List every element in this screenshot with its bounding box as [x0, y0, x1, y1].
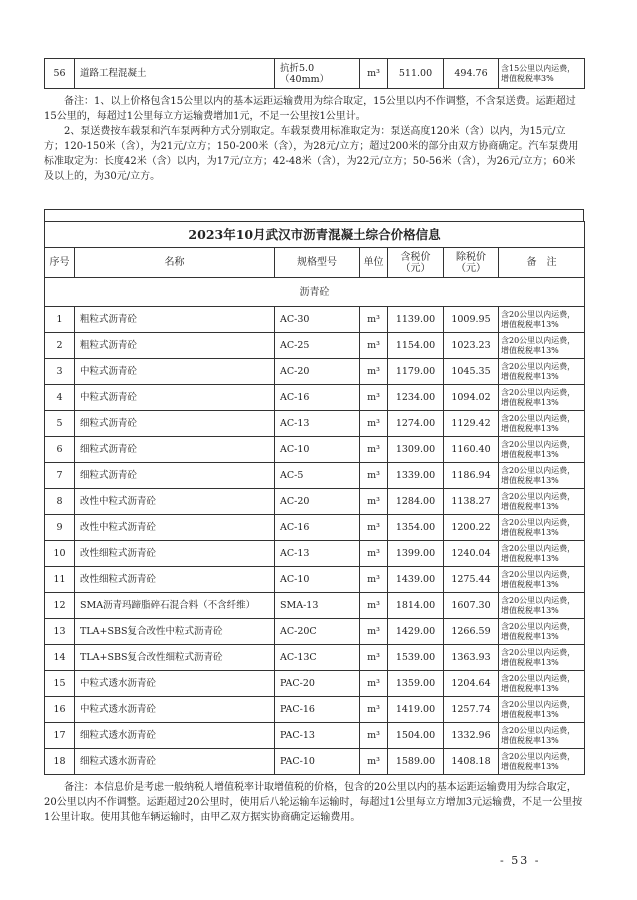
ex-tax-price: 1129.42: [444, 411, 499, 437]
tax-price: 1354.00: [388, 515, 444, 541]
ex-tax-price: 1094.02: [444, 385, 499, 411]
tax-price: 1339.00: [388, 463, 444, 489]
remark: 含20公里以内运费，增值税税率13%: [499, 671, 585, 697]
ex-tax-price: 494.76: [444, 59, 499, 89]
table-row: [45, 359, 585, 385]
ex-tax-price: 1408.18: [444, 749, 499, 775]
tax-price: 1284.00: [388, 489, 444, 515]
material-name: TLA+SBS复合改性细粒式沥青砼: [75, 645, 275, 671]
table-row: [45, 697, 585, 723]
spec: AC-16: [275, 515, 360, 541]
ex-tax-price: 1332.96: [444, 723, 499, 749]
spec: PAC-20: [275, 671, 360, 697]
ex-tax-price: 1138.27: [444, 489, 499, 515]
material-name: 中粒式透水沥青砼: [75, 697, 275, 723]
tax-price: 1439.00: [388, 567, 444, 593]
asphalt-price-table: [44, 221, 585, 775]
tax-price: 1234.00: [388, 385, 444, 411]
note-paragraph-2: 2、泵送费按车载泵和汽车泵两种方式分别取定。车载泵费用标准取定为：泵送高度120米（含）以内，为15元/立方；120-150米（含），为21元/立方；150-200米（含），为28元/立方；超过200米的部分由双方协商确定。汽车泵费用标准取定为：长度42米（含）以内，为17元/立方；42-48米（含），为22元/立方；50-56米（含），为26元/立方；60米及以上的，为30元/立方。: [44, 126, 579, 182]
material-name: TLA+SBS复合改性中粒式沥青砼: [75, 619, 275, 645]
previous-price-table: [44, 58, 585, 89]
spec: AC-16: [275, 385, 360, 411]
ex-tax-price: 1186.94: [444, 463, 499, 489]
ex-tax-price: 1266.59: [444, 619, 499, 645]
unit: m³: [360, 307, 388, 333]
material-name: 细粒式沥青砼: [75, 463, 275, 489]
table-row: [45, 645, 585, 671]
unit: m³: [360, 489, 388, 515]
ex-tax-price: 1009.95: [444, 307, 499, 333]
tax-price: 1429.00: [388, 619, 444, 645]
material-name: 改性中粒式沥青砼: [75, 489, 275, 515]
material-name: 中粒式沥青砼: [75, 385, 275, 411]
material-name: 中粒式透水沥青砼: [75, 671, 275, 697]
table-row: [45, 567, 585, 593]
material-name: 细粒式沥青砼: [75, 411, 275, 437]
unit: m³: [360, 567, 388, 593]
remark: 含20公里以内运费，增值税税率13%: [499, 723, 585, 749]
unit: m³: [360, 411, 388, 437]
row-number: 3: [45, 359, 75, 385]
ex-tax-price: 1160.40: [444, 437, 499, 463]
remark: 含20公里以内运费，增值税税率13%: [499, 697, 585, 723]
ex-tax-price: 1607.30: [444, 593, 499, 619]
material-name: 细粒式沥青砼: [75, 437, 275, 463]
unit: m³: [360, 645, 388, 671]
row-number: 8: [45, 489, 75, 515]
ex-tax-price: 1023.23: [444, 333, 499, 359]
header-tax-price: 含税价（元）: [388, 248, 444, 278]
tax-price: 1154.00: [388, 333, 444, 359]
ex-tax-price: 1204.64: [444, 671, 499, 697]
header-remark: 备 注: [499, 248, 585, 278]
material-name: 粗粒式沥青砼: [75, 333, 275, 359]
remark: 含15公里以内运费，增值税税率3%: [499, 59, 585, 89]
row-number: 56: [45, 59, 75, 89]
row-number: 4: [45, 385, 75, 411]
tax-price: 1504.00: [388, 723, 444, 749]
remark: 含20公里以内运费，增值税税率13%: [499, 333, 585, 359]
material-name: 细粒式透水沥青砼: [75, 723, 275, 749]
unit: m³: [360, 515, 388, 541]
table-row: [45, 541, 585, 567]
spec: PAC-16: [275, 697, 360, 723]
tax-price: 1399.00: [388, 541, 444, 567]
material-name: 粗粒式沥青砼: [75, 307, 275, 333]
unit: m³: [360, 671, 388, 697]
tax-price: 1179.00: [388, 359, 444, 385]
row-number: 9: [45, 515, 75, 541]
material-name: 改性细粒式沥青砼: [75, 541, 275, 567]
remark: 含20公里以内运费，增值税税率13%: [499, 541, 585, 567]
material-name: 中粒式沥青砼: [75, 359, 275, 385]
unit: m³: [360, 59, 388, 89]
spec: AC-25: [275, 333, 360, 359]
table-row: [45, 385, 585, 411]
spec: AC-13: [275, 411, 360, 437]
spec: 抗折5.0（40mm）: [275, 59, 360, 89]
remark: 含20公里以内运费，增值税税率13%: [499, 463, 585, 489]
table-row: [45, 489, 585, 515]
row-number: 7: [45, 463, 75, 489]
unit: m³: [360, 437, 388, 463]
row-number: 6: [45, 437, 75, 463]
ex-tax-price: 1363.93: [444, 645, 499, 671]
remark: 含20公里以内运费，增值税税率13%: [499, 619, 585, 645]
spec: AC-20: [275, 489, 360, 515]
row-number: 12: [45, 593, 75, 619]
table-title: 2023年10月武汉市沥青混凝土综合价格信息: [45, 222, 585, 248]
header-spec: 规格型号: [275, 248, 360, 278]
tax-price: 1419.00: [388, 697, 444, 723]
table-row: [45, 593, 585, 619]
spec: SMA-13: [275, 593, 360, 619]
tax-price: 1814.00: [388, 593, 444, 619]
row-number: 14: [45, 645, 75, 671]
material-name: SMA沥青玛蹄脂碎石混合料（不含纤维）: [75, 593, 275, 619]
table-row: [45, 515, 585, 541]
remark: 含20公里以内运费，增值税税率13%: [499, 489, 585, 515]
remark: 含20公里以内运费，增值税税率13%: [499, 593, 585, 619]
header-unit: 单位: [360, 248, 388, 278]
ex-tax-price: 1257.74: [444, 697, 499, 723]
row-number: 2: [45, 333, 75, 359]
remark: 含20公里以内运费，增值税税率13%: [499, 645, 585, 671]
unit: m³: [360, 723, 388, 749]
table-row: [45, 307, 585, 333]
spec: PAC-10: [275, 749, 360, 775]
note-paragraph-1: 备注：1、以上价格包含15公里以内的基本运距运输费用为综合取定，15公里以内不作调整，不含泵送费。运距超过15公里的，每超过1公里每立方运输费增加1元，不足一公里按1公里计。: [44, 96, 576, 122]
table-row: [45, 59, 585, 89]
unit: m³: [360, 359, 388, 385]
ex-tax-price: 1200.22: [444, 515, 499, 541]
table-row: [45, 749, 585, 775]
row-number: 16: [45, 697, 75, 723]
unit: m³: [360, 463, 388, 489]
header-ex-tax-price: 除税价（元）: [444, 248, 499, 278]
table-row: [45, 437, 585, 463]
spec: AC-13C: [275, 645, 360, 671]
tax-price: 1589.00: [388, 749, 444, 775]
unit: m³: [360, 619, 388, 645]
material-name: 道路工程混凝土: [75, 59, 275, 89]
tax-price: 1139.00: [388, 307, 444, 333]
spec: AC-30: [275, 307, 360, 333]
material-name: 改性细粒式沥青砼: [75, 567, 275, 593]
tax-price: 1539.00: [388, 645, 444, 671]
table-row: [45, 411, 585, 437]
tax-price: 1359.00: [388, 671, 444, 697]
remark: 含20公里以内运费，增值税税率13%: [499, 515, 585, 541]
unit: m³: [360, 697, 388, 723]
material-name: 细粒式透水沥青砼: [75, 749, 275, 775]
tax-price: 1309.00: [388, 437, 444, 463]
page-number: - 53 -: [500, 854, 541, 867]
spec: AC-10: [275, 567, 360, 593]
bottom-note-text: 备注：本信息价是考虑一般纳税人增值税率计取增值税的价格，包含的20公里以内的基本运距运输费用为综合取定，20公里以内不作调整。运距超过20公里时，使用后八轮运输车运输时，每超过1公里每立方增加3元运输费，不足一公里按1公里计取。使用其他车辆运输时，由甲乙双方据实协商确定运输费用。: [44, 782, 583, 823]
table-row: [45, 723, 585, 749]
table-row: [45, 671, 585, 697]
unit: m³: [360, 593, 388, 619]
row-number: 11: [45, 567, 75, 593]
row-number: 17: [45, 723, 75, 749]
tax-price: 511.00: [388, 59, 444, 89]
table-row: [45, 463, 585, 489]
tax-price: 1274.00: [388, 411, 444, 437]
unit: m³: [360, 749, 388, 775]
material-name: 改性中粒式沥青砼: [75, 515, 275, 541]
spec: AC-13: [275, 541, 360, 567]
bottom-note: [44, 780, 584, 825]
ex-tax-price: 1045.35: [444, 359, 499, 385]
unit: m³: [360, 541, 388, 567]
spec: AC-20C: [275, 619, 360, 645]
category-row: [45, 278, 585, 307]
spec: AC-5: [275, 463, 360, 489]
table-row: [45, 619, 585, 645]
row-number: 18: [45, 749, 75, 775]
row-number: 5: [45, 411, 75, 437]
row-number: 13: [45, 619, 75, 645]
ex-tax-price: 1240.04: [444, 541, 499, 567]
spec: AC-10: [275, 437, 360, 463]
remark: 含20公里以内运费，增值税税率13%: [499, 385, 585, 411]
table-header-row: [45, 248, 585, 278]
remark: 含20公里以内运费，增值税税率13%: [499, 307, 585, 333]
table-title-row: [45, 222, 585, 248]
remark: 含20公里以内运费，增值税税率13%: [499, 749, 585, 775]
row-number: 15: [45, 671, 75, 697]
ex-tax-price: 1275.44: [444, 567, 499, 593]
spec: PAC-13: [275, 723, 360, 749]
remark: 含20公里以内运费，增值税税率13%: [499, 567, 585, 593]
top-notes: [44, 94, 584, 184]
remark: 含20公里以内运费，增值税税率13%: [499, 359, 585, 385]
remark: 含20公里以内运费，增值税税率13%: [499, 411, 585, 437]
remark: 含20公里以内运费，增值税税率13%: [499, 437, 585, 463]
row-number: 1: [45, 307, 75, 333]
header-name: 名称: [75, 248, 275, 278]
header-no: 序号: [45, 248, 75, 278]
unit: m³: [360, 385, 388, 411]
row-number: 10: [45, 541, 75, 567]
table-row: [45, 333, 585, 359]
category-label: 沥青砼: [45, 278, 585, 307]
spec: AC-20: [275, 359, 360, 385]
unit: m³: [360, 333, 388, 359]
